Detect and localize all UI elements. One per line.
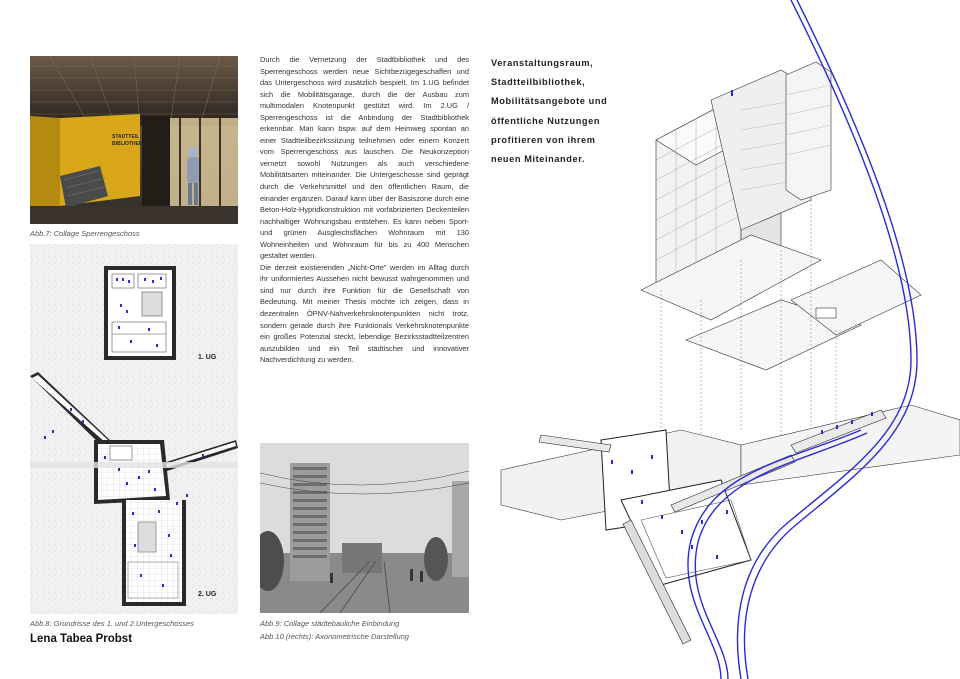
floor-plans-drawing <box>30 244 238 614</box>
caption-img9: Abb.9: Collage städtebauliche Einbindung <box>260 619 400 628</box>
body-paragraph-2: Die derzeit existierenden „Nicht-Orte" werden im Alltag durch ihr uniformiertes Aussehen nicht bewusst wahrgenommen und sind nur durch ihre Funktion für die Gesellschaft von Bedeutung. Mit meiner Thesis möchte ich zeigen, dass in dezentralen ÖPNV-Nahverkehrsknotenpunkten nicht trotz, sondern gerade durch ihre Funktionals Verkehrsknotenpunkte ein großes Potenzial steckt, lebendige Bezirksstadtteilzentren auszubilden und ein Teil städtischer und innovativer Nachverdichtung zu werden. <box>260 262 469 365</box>
collage-sperrengeschoss-image <box>30 56 238 224</box>
caption-img7: Abb.7: Collage Sperrengeschoss <box>30 229 140 238</box>
collage-urban-integration-drawing <box>260 443 469 613</box>
headline-line-1: Veranstaltungsraum, <box>491 58 594 68</box>
collage-sign-line1: STADTTEIL <box>112 134 140 140</box>
collage-urban-integration-image <box>260 443 469 613</box>
collage-sperrengeschoss-drawing <box>30 56 238 224</box>
headline-line-4: öffentliche Nutzungen <box>491 115 601 126</box>
headline-line-6: neuen Miteinander. <box>491 154 586 165</box>
headline-line-5: profitieren von ihrem <box>491 134 596 145</box>
headline-line-3: Mobilitätsangebote und <box>491 96 608 107</box>
plan-label-ug1: 1. UG <box>198 354 217 361</box>
caption-img8: Abb.8: Grundrisse des 1. und 2.Untergeschosses <box>30 619 194 628</box>
body-text <box>260 54 469 366</box>
axonometric-svg <box>491 0 960 679</box>
floor-plans-image <box>30 244 238 614</box>
body-paragraph-1: Durch die Vernetzung der Stadtbibliothek und des Sperrengeschoss werden neue Sichtbezügegeschaffen und das Untergeschoss wird zusätzlich bespielt. Im 1.UG befindet sich die Mobilitätsgarage, durch die der Ausbau zum multimodalen Knotenpunkt gestützt wird. Im 2.UG / Sperrengeschoss ist die Anbindung der Stadtbibliothek erkennbar. Man kann bspw. auf dem Heimweg spontan an einer Stadtteilbezirkssitzung teilnehmen oder einem Konzert vom Sperrengeschoss aus lauschen. Die Neukonzeption vernetzt sowohl Nutzungen als auch verschiedene Mobilitätsarten miteinander. Die Untergeschosse sind geprägt durch die Verkehrsmittel und den öffentlichen Raum, die einander ergänzen. Darauf kann über der Basiszone durch eine Beton-Holz-Hypridkonstruktion mit vorfabrizierten Deckenteilen nachhaltiger Wohnungsbau entstehen. Es kann neben Sport- und grünen Ausgleichsflächen Wohnraum mit 130 Wohneinheiten und Wohnraum für bis zu 400 Menschen gestaltet werden. <box>260 55 469 261</box>
caption-img10: Abb.10 (rechts): Axonometrische Darstellung <box>260 632 409 641</box>
headline-line-2: Stadtteilbibliothek, <box>491 77 586 88</box>
plan-label-ug2: 2. UG <box>198 591 217 598</box>
collage-sign-line2: BIBLIOTHEK <box>112 141 143 147</box>
author-name: Lena Tabea Probst <box>30 633 133 645</box>
axonometric-drawing <box>491 0 960 679</box>
